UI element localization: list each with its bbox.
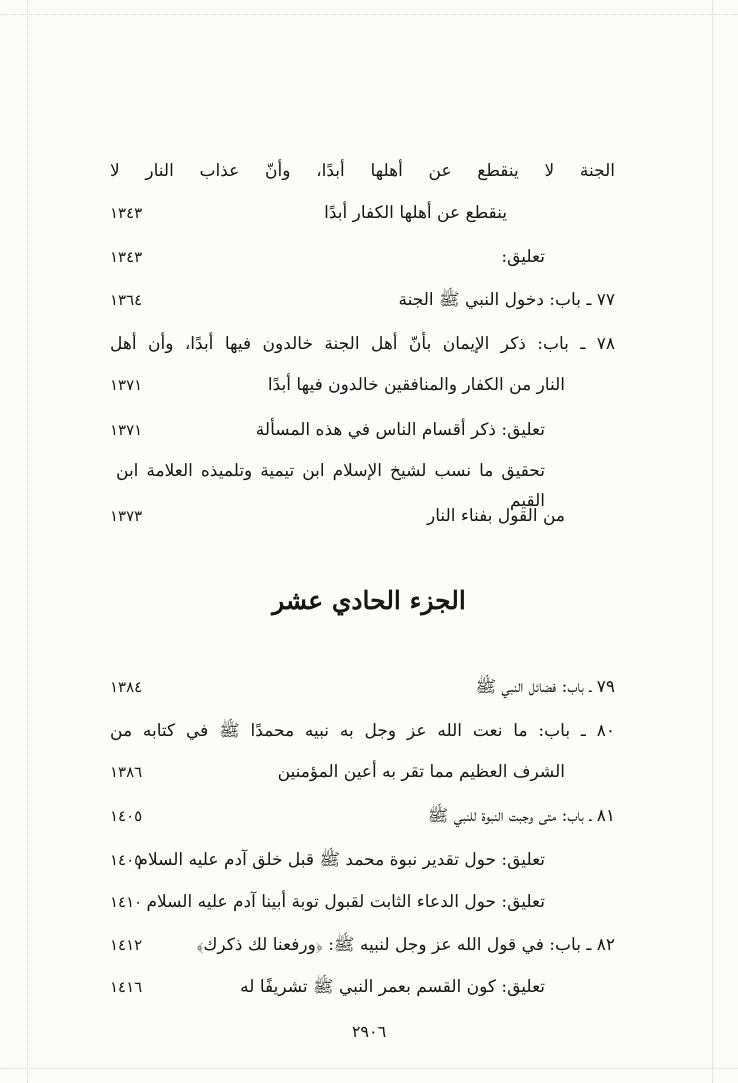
- toc-page-number: ١٣٧١: [110, 376, 143, 394]
- toc-entry-text: تعليق: حول الدعاء الثابت لقبول توبة أبينا آدم عليه السلام: [146, 892, 545, 912]
- toc-entry-text: ٨٠ ـ باب: ما نعت الله عز وجل به نبيه محمدًا ﷺ في كتابه من: [110, 721, 615, 741]
- toc-entry-text: ٧٩ ـ باب: فضائل النبي ﷺ: [475, 677, 615, 697]
- toc-page-number: ١٤٠٥: [110, 807, 143, 825]
- toc-page-number: ١٣٤٣: [110, 204, 143, 222]
- toc-page-number: ١٤٠٥: [110, 851, 143, 869]
- page-border: [0, 14, 738, 15]
- toc-entry-text: ينقطع عن أهلها الكفار أبدًا: [324, 203, 507, 223]
- toc-entry: [110, 156, 615, 186]
- toc-entry-text: ٧٧ ـ باب: دخول النبي ﷺ الجنة: [398, 290, 615, 310]
- toc-page-number: ١٣٧١: [110, 421, 143, 439]
- toc-entry: [110, 930, 615, 960]
- toc-entry-text: الشرف العظيم مما تقر به أعين المؤمنين: [277, 762, 565, 782]
- toc-page-number: ١٤١٢: [110, 936, 143, 954]
- toc-entry-text: من القول بفناء النار: [427, 506, 565, 526]
- toc-entry: [110, 501, 615, 531]
- toc-entry: [110, 456, 615, 511]
- toc-entry: [110, 285, 615, 315]
- toc-entry: [110, 887, 615, 917]
- toc-entry: [110, 672, 615, 702]
- toc-entry-text: تعليق:: [501, 247, 545, 267]
- page-folio-number: ٢٩٠٦: [351, 1022, 387, 1041]
- toc-entry-text: تحقيق ما نسب لشيخ الإسلام ابن تيمية وتلميذه العلامة ابن القيم: [116, 461, 545, 511]
- section-heading: الجزء الحادي عشر: [272, 586, 466, 615]
- toc-entry: [110, 716, 615, 746]
- toc-entry: [110, 415, 615, 445]
- toc-entry: [110, 370, 615, 400]
- toc-entry-text: تعليق: حول تقدير نبوة محمد ﷺ قبل خلق آدم عليه السلام: [137, 850, 545, 870]
- toc-entry-text: ٧٨ ـ باب: ذكر الإيمان بأنّ أهل الجنة خالدون فيها أبدًا، وأن أهل: [110, 334, 615, 354]
- page-border: [0, 1068, 738, 1069]
- page-border: [712, 0, 713, 1083]
- toc-entry: [110, 757, 615, 787]
- toc-page-number: ١٤١٦: [110, 978, 143, 996]
- toc-entry: [110, 801, 615, 831]
- toc-entry-text: ٨١ ـ باب: متى وجبت النبوة للنبي ﷺ: [427, 806, 615, 826]
- toc-entry-text: الجنة لا ينقطع عن أهلها أبدًا، وأنّ عذاب النار لا: [110, 161, 615, 181]
- toc-page-number: ١٣٧٣: [110, 507, 143, 525]
- toc-page-number: ١٤١٠: [110, 893, 143, 911]
- toc-entry-text: ٨٢ ـ باب: في قول الله عز وجل لنبيه ﷺ: ﴿ورفعنا لك ذكرك﴾: [196, 935, 615, 955]
- toc-entry: [110, 972, 615, 1002]
- toc-entry-text: تعليق: كون القسم بعمر النبي ﷺ تشريفًا له: [240, 977, 545, 997]
- toc-entry-text: النار من الكفار والمنافقين خالدون فيها أبدًا: [267, 375, 565, 395]
- toc-entry: [110, 329, 615, 359]
- toc-page-number: ١٣٨٦: [110, 763, 143, 781]
- toc-entry: [110, 242, 615, 272]
- page-border: [27, 0, 28, 1083]
- toc-entry: [110, 845, 615, 875]
- toc-page-number: ١٣٨٤: [110, 678, 143, 696]
- toc-entry: [110, 198, 615, 228]
- toc-page-number: ١٣٤٣: [110, 248, 143, 266]
- toc-entry-text: تعليق: ذكر أقسام الناس في هذه المسألة: [255, 420, 545, 440]
- toc-page-number: ١٣٦٤: [110, 291, 143, 309]
